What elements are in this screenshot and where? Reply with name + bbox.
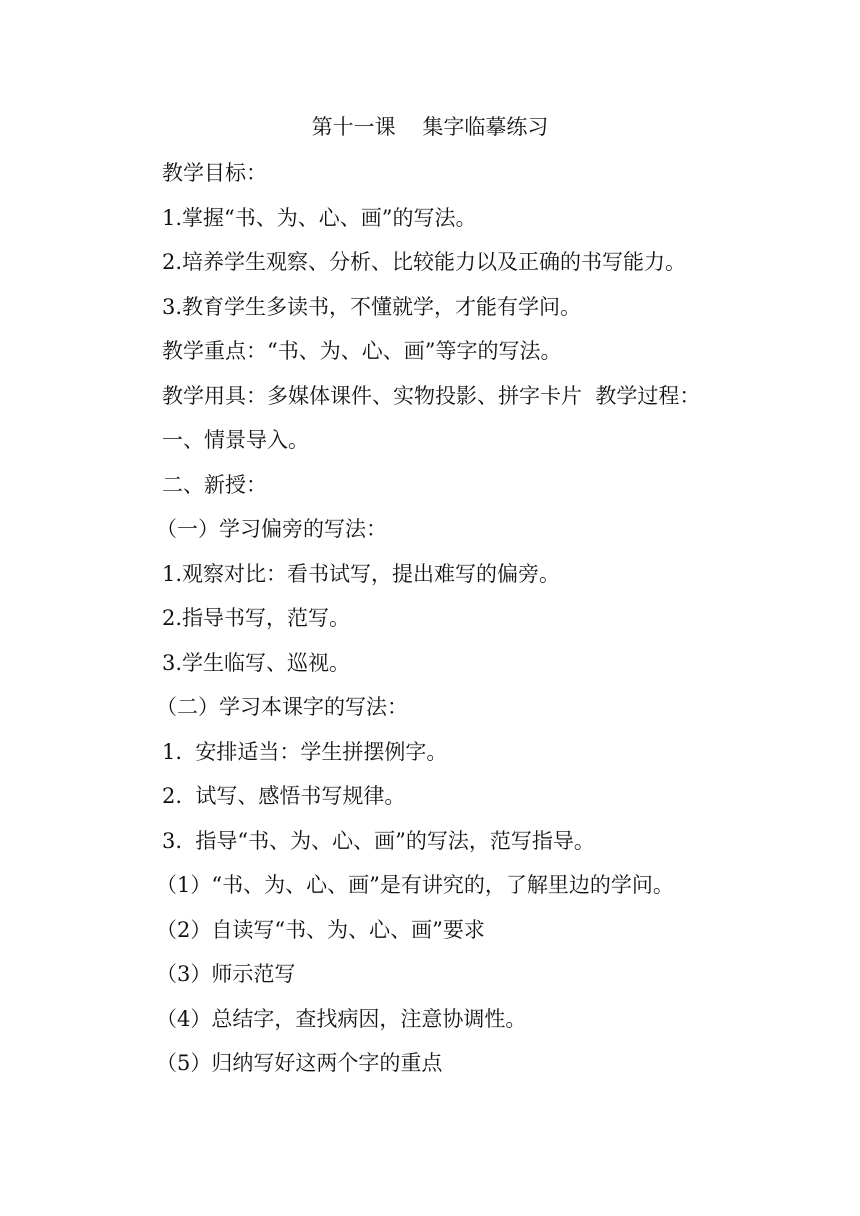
list-item: 2.指导书写，范写。 xyxy=(162,606,351,630)
objective-item: 3.教育学生多读书，不懂就学，才能有学问。 xyxy=(162,294,582,319)
sub-list-item: （4）总结字，查找病因，注意协调性。 xyxy=(156,1006,527,1031)
list-item: 1.观察对比：看书试写，提出难写的偏旁。 xyxy=(162,561,561,586)
sub-list-item: （1）“书、为、心、画”是有讲究的，了解里边的学问。 xyxy=(156,873,674,897)
sub-list-item: （3）师示范写 xyxy=(156,962,296,986)
list-item: 3.学生临写、巡视。 xyxy=(162,650,351,675)
sub-section-heading: （一）学习偏旁的写法： xyxy=(156,517,387,541)
process-step: 二、新授： xyxy=(162,472,267,497)
teaching-tools: 教学用具：多媒体课件、实物投影、拼字卡片 教学过程： xyxy=(162,383,701,408)
sub-list-item: （2）自读写“书、为、心、画”要求 xyxy=(156,917,485,942)
section-heading-objectives: 教学目标： xyxy=(162,161,267,185)
list-item: 2. 试写、感悟书写规律。 xyxy=(162,784,406,808)
sub-list-item: （5）归纳写好这两个字的重点 xyxy=(156,1051,443,1075)
lesson-title: 第十一课 集字临摹练习 xyxy=(311,115,549,139)
process-step: 一、情景导入。 xyxy=(162,428,309,452)
lesson-body xyxy=(156,157,762,1092)
teaching-focus: 教学重点：“书、为、心、画”等字的写法。 xyxy=(162,339,562,363)
list-item: 1. 安排适当：学生拼摆例字。 xyxy=(162,739,448,764)
objective-item: 2.培养学生观察、分析、比较能力以及正确的书写能力。 xyxy=(162,250,687,274)
list-item: 3. 指导“书、为、心、画”的写法，范写指导。 xyxy=(162,828,595,853)
objective-item: 1.掌握“书、为、心、画”的写法。 xyxy=(162,205,477,230)
sub-section-heading: （二）学习本课字的写法： xyxy=(156,695,408,719)
